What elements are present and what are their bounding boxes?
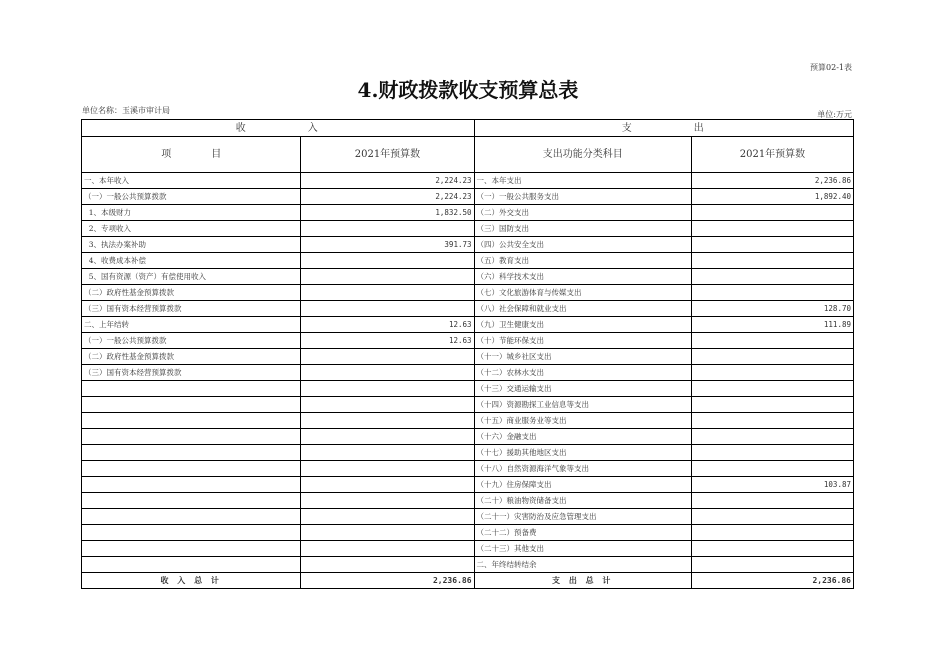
- expense-item-cell: （十四）资源勘探工业信息等支出: [474, 397, 691, 413]
- expense-amount-cell: 128.70: [691, 301, 853, 317]
- table-row: [82, 221, 854, 237]
- income-amount-header: 2021年预算数: [301, 137, 474, 173]
- expense-amount-cell: [691, 333, 853, 349]
- expense-amount-header: 2021年预算数: [691, 137, 853, 173]
- expense-item-cell: （一）一般公共服务支出: [474, 189, 691, 205]
- expense-item-cell: （八）社会保障和就业支出: [474, 301, 691, 317]
- income-item-cell: 5、国有资源（资产）有偿使用收入: [82, 269, 301, 285]
- income-amount-cell: [301, 397, 474, 413]
- income-amount-cell: 2,224.23: [301, 189, 474, 205]
- table-row: [82, 269, 854, 285]
- income-item-cell: [82, 461, 301, 477]
- table-row: [82, 493, 854, 509]
- expense-item-cell: （十二）农林水支出: [474, 365, 691, 381]
- income-item-cell: （一）一般公共预算拨款: [82, 333, 301, 349]
- income-item-cell: [82, 445, 301, 461]
- income-amount-cell: 12.63: [301, 333, 474, 349]
- table-row: [82, 477, 854, 493]
- income-amount-cell: [301, 557, 474, 573]
- expense-item-cell: （七）文化旅游体育与传媒支出: [474, 285, 691, 301]
- expense-amount-cell: [691, 509, 853, 525]
- table-row: [82, 301, 854, 317]
- expense-item-cell: （十九）住房保障支出: [474, 477, 691, 493]
- income-amount-cell: 2,224.23: [301, 173, 474, 189]
- expense-total-amount: 2,236.86: [691, 573, 853, 589]
- income-section-char-1: 收: [235, 122, 248, 134]
- expense-amount-cell: 2,236.86: [691, 173, 853, 189]
- table-row: [82, 173, 854, 189]
- table-row: [82, 285, 854, 301]
- expense-item-cell: （十三）交通运输支出: [474, 381, 691, 397]
- income-amount-cell: 1,832.50: [301, 205, 474, 221]
- income-section-header: [82, 120, 475, 137]
- income-amount-cell: [301, 525, 474, 541]
- expense-item-cell: （九）卫生健康支出: [474, 317, 691, 333]
- income-item-cell: [82, 429, 301, 445]
- expense-amount-cell: [691, 541, 853, 557]
- section-header-row: [82, 120, 854, 137]
- expense-amount-cell: [691, 557, 853, 573]
- income-amount-cell: [301, 445, 474, 461]
- table-row: [82, 397, 854, 413]
- income-item-cell: 4、收费成本补偿: [82, 253, 301, 269]
- expense-item-cell: （六）科学技术支出: [474, 269, 691, 285]
- page-title: 4.财政拨款收支预算总表: [357, 78, 579, 102]
- income-item-cell: （三）国有资本经营预算拨款: [82, 365, 301, 381]
- income-item-cell: [82, 413, 301, 429]
- income-item-cell: 1、本级财力: [82, 205, 301, 221]
- income-item-cell: [82, 557, 301, 573]
- expense-amount-cell: [691, 237, 853, 253]
- income-amount-cell: [301, 365, 474, 381]
- expense-item-cell: （十六）金融支出: [474, 429, 691, 445]
- table-row: [82, 525, 854, 541]
- expense-amount-cell: [691, 269, 853, 285]
- expense-amount-cell: [691, 349, 853, 365]
- expense-amount-cell: [691, 381, 853, 397]
- expense-amount-cell: [691, 461, 853, 477]
- expense-item-cell: （四）公共安全支出: [474, 237, 691, 253]
- income-item-cell: 一、本年收入: [82, 173, 301, 189]
- income-amount-cell: [301, 221, 474, 237]
- income-item-cell: 3、执法办案补助: [82, 237, 301, 253]
- expense-section-header: [474, 120, 853, 137]
- income-amount-cell: [301, 381, 474, 397]
- income-amount-cell: [301, 541, 474, 557]
- table-row: [82, 557, 854, 573]
- table-row: [82, 509, 854, 525]
- table-row: [82, 541, 854, 557]
- expense-item-cell: （十八）自然资源海洋气象等支出: [474, 461, 691, 477]
- income-item-header-char-2: 目: [211, 149, 222, 160]
- income-amount-cell: [301, 269, 474, 285]
- expense-amount-cell: 1,892.40: [691, 189, 853, 205]
- totals-row: [82, 573, 854, 589]
- income-item-cell: [82, 509, 301, 525]
- income-amount-cell: [301, 493, 474, 509]
- income-amount-cell: [301, 477, 474, 493]
- table-row: [82, 381, 854, 397]
- expense-amount-cell: [691, 445, 853, 461]
- unit-name: 单位名称：玉溪市审计局: [82, 106, 170, 115]
- income-item-cell: 二、上年结转: [82, 317, 301, 333]
- table-row: [82, 237, 854, 253]
- expense-item-cell: （十五）商业服务业等支出: [474, 413, 691, 429]
- income-item-cell: （三）国有资本经营预算拨款: [82, 301, 301, 317]
- table-row: [82, 349, 854, 365]
- income-total-amount: 2,236.86: [301, 573, 474, 589]
- income-section-char-2: 入: [307, 122, 320, 134]
- expense-item-cell: （十一）城乡社区支出: [474, 349, 691, 365]
- expense-amount-cell: [691, 525, 853, 541]
- income-amount-cell: [301, 429, 474, 445]
- table-row: [82, 365, 854, 381]
- expense-amount-cell: [691, 221, 853, 237]
- expense-item-cell: （三）国防支出: [474, 221, 691, 237]
- table-row: [82, 461, 854, 477]
- column-header-row: [82, 137, 854, 173]
- form-code: 预算02-1表: [810, 63, 852, 72]
- expense-total-label: 支 出 总 计: [474, 573, 691, 589]
- expense-item-cell: （二十一）灾害防治及应急管理支出: [474, 509, 691, 525]
- expense-amount-cell: [691, 493, 853, 509]
- expense-item-cell: （五）教育支出: [474, 253, 691, 269]
- expense-amount-cell: [691, 285, 853, 301]
- expense-amount-cell: 111.89: [691, 317, 853, 333]
- income-amount-cell: [301, 285, 474, 301]
- income-amount-cell: 391.73: [301, 237, 474, 253]
- income-item-header-char-1: 项: [161, 149, 172, 160]
- expense-amount-cell: [691, 253, 853, 269]
- income-item-cell: 2、专项收入: [82, 221, 301, 237]
- income-item-cell: [82, 541, 301, 557]
- expense-amount-cell: [691, 429, 853, 445]
- table-row: [82, 413, 854, 429]
- expense-amount-cell: 103.87: [691, 477, 853, 493]
- table-row: [82, 205, 854, 221]
- expense-item-cell: 一、本年支出: [474, 173, 691, 189]
- income-amount-cell: [301, 461, 474, 477]
- expense-item-cell: （二）外交支出: [474, 205, 691, 221]
- income-item-header: [82, 137, 301, 173]
- table-row: [82, 429, 854, 445]
- table-row: [82, 317, 854, 333]
- income-item-cell: [82, 397, 301, 413]
- table-row: [82, 333, 854, 349]
- income-item-cell: [82, 477, 301, 493]
- expense-item-cell: （二十二）预备费: [474, 525, 691, 541]
- currency-unit: 单位:万元: [817, 110, 852, 119]
- expense-amount-cell: [691, 365, 853, 381]
- expense-section-char-1: 支: [621, 122, 634, 134]
- table-row: [82, 445, 854, 461]
- income-item-cell: [82, 493, 301, 509]
- expense-amount-cell: [691, 205, 853, 221]
- expense-item-header: 支出功能分类科目: [474, 137, 691, 173]
- income-amount-cell: [301, 301, 474, 317]
- table-row: [82, 189, 854, 205]
- income-total-label: 收 入 总 计: [82, 573, 301, 589]
- budget-table: [81, 119, 854, 589]
- expense-item-cell: （二十）粮油物资储备支出: [474, 493, 691, 509]
- income-amount-cell: [301, 253, 474, 269]
- expense-item-cell: （二十三）其他支出: [474, 541, 691, 557]
- income-amount-cell: [301, 413, 474, 429]
- expense-item-cell: 二、年终结转结余: [474, 557, 691, 573]
- expense-amount-cell: [691, 397, 853, 413]
- income-amount-cell: [301, 509, 474, 525]
- income-amount-cell: 12.63: [301, 317, 474, 333]
- expense-item-cell: （十七）援助其他地区支出: [474, 445, 691, 461]
- income-item-cell: [82, 381, 301, 397]
- income-item-cell: （二）政府性基金预算拨款: [82, 285, 301, 301]
- expense-amount-cell: [691, 413, 853, 429]
- income-item-cell: （二）政府性基金预算拨款: [82, 349, 301, 365]
- income-item-cell: （一）一般公共预算拨款: [82, 189, 301, 205]
- income-amount-cell: [301, 349, 474, 365]
- expense-section-char-2: 出: [693, 122, 706, 134]
- table-row: [82, 253, 854, 269]
- income-item-cell: [82, 525, 301, 541]
- expense-item-cell: （十）节能环保支出: [474, 333, 691, 349]
